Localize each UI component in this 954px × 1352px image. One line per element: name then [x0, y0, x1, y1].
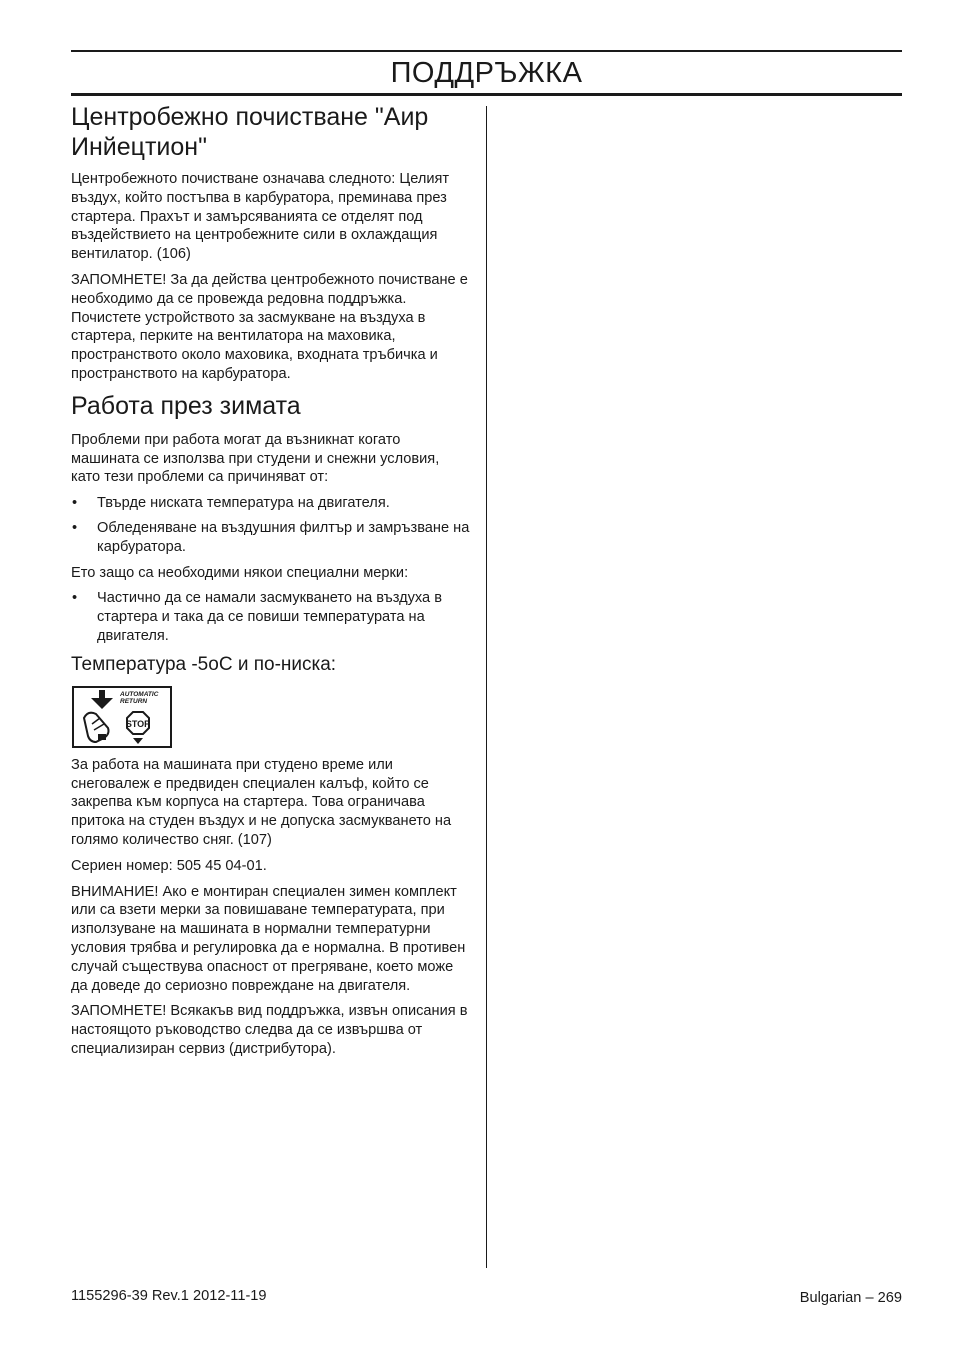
- section-heading-winter: Работа през зимата: [71, 391, 301, 420]
- warning-paragraph: ВНИМАНИЕ! Ако е монтиран специален зимен комплект или са взети мерки за повишаване температурата, при използуване на машината в нормални температурни условия трябва и регулировка да е нормална. В противен случай съществува опасност от прегряване, което може да доведе до сериозно повреждане на двигателя.: [71, 883, 466, 994]
- svg-text:STOP: STOP: [125, 718, 151, 729]
- paragraph: Ето защо са необходими някои специални мерки:: [71, 564, 409, 581]
- subheading-temperature: Температура -5оС и по-ниска:: [71, 653, 337, 675]
- bullet-list: [71, 589, 471, 645]
- note-paragraph: ЗАПОМНЕТЕ! За да действа центробежното почистване е необходимо да се провежда редовна поддръжка. Почистете устройството за засмукване на въздуха в стартера, перките на вентилатора на маховика, пространството около маховика, входната тръбичка и пространството на карбуратора.: [71, 271, 468, 382]
- automatic-return-stop-icon: [72, 686, 172, 748]
- page-title: ПОДДРЪЖКА: [390, 57, 583, 89]
- section-heading-air-injection: Центробежно почистване "Аир Инйецтион": [71, 103, 429, 161]
- column-divider: [486, 106, 487, 1268]
- svg-text:AUTOMATIC: AUTOMATIC: [120, 690, 159, 698]
- header-rule-top: [71, 50, 902, 52]
- note-paragraph: ЗАПОМНЕТЕ! Всякакъв вид поддръжка, извън описания в настоящото ръководство следва да се извършва от специализиран сервиз (дистрибутора).: [71, 1003, 468, 1057]
- list-item: • Обледеняване на въздушния филтър и замръзване на карбуратора.: [71, 519, 471, 557]
- header-rule-bottom: [71, 93, 902, 96]
- list-item: • Частично да се намали засмукването на въздуха в стартера и така да се повиши температурата на двигателя.: [71, 589, 471, 645]
- serial-number: Сериен номер: 505 45 04-01.: [71, 857, 267, 874]
- svg-text:RETURN: RETURN: [120, 697, 148, 705]
- paragraph: Проблеми при работа могат да възникнат когато машината се използва при студени и снежни условия, като тези проблеми са причиняват от:: [71, 431, 440, 486]
- left-column: [71, 100, 471, 1066]
- list-item: • Твърде ниската температура на двигателя.: [71, 494, 471, 513]
- paragraph: За работа на машината при студено време или снеговалеж е предвиден специален калъф, който се закрепва към корпуса на стартера. Това ограничава притока на студен въздух и не допуска засмукването на голямо количество сняг. (107): [71, 756, 452, 848]
- document-revision: 1155296-39 Rev.1 2012-11-19: [71, 1288, 267, 1304]
- paragraph: Центробежното почистване означава следното: Целият въздух, който постъпва в карбуратора, преминава през стартера. Прахът и замърсяванията се отделят под въздействието на центробежните сили в охлаждащия вентилатор. (106): [71, 171, 450, 263]
- page-number: Bulgarian – 269: [799, 1290, 902, 1306]
- bullet-list: [71, 494, 471, 556]
